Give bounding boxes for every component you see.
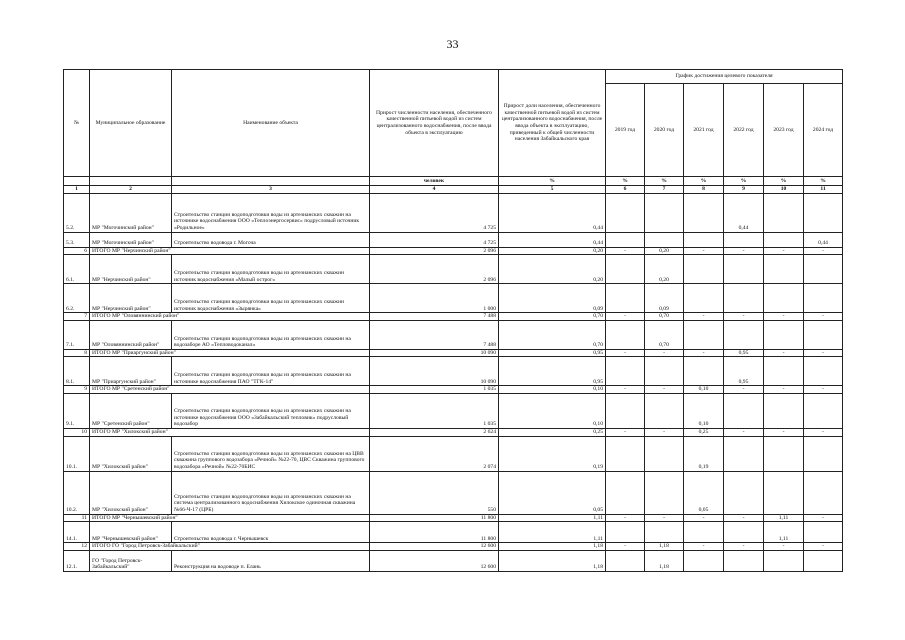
row-number: 5.2. <box>64 193 90 232</box>
share-growth-cell: 0,95 <box>499 357 606 386</box>
year-value-cell <box>804 193 843 232</box>
year-value-cell <box>804 471 843 514</box>
population-growth-cell: 2 096 <box>370 247 499 255</box>
year-value-cell <box>684 193 724 232</box>
share-growth-cell: 0,95 <box>499 349 606 357</box>
year-value-cell <box>724 471 764 514</box>
year-value-cell <box>606 320 645 349</box>
row-number: 10.2. <box>64 471 90 514</box>
year-value-cell <box>764 357 804 386</box>
year-value-cell <box>684 255 724 284</box>
share-growth-cell: 0,10 <box>499 393 606 428</box>
population-growth-cell: 11 800 <box>370 514 499 522</box>
total-row <box>64 543 843 551</box>
row-number: 9.1. <box>64 393 90 428</box>
unit-percent: % <box>606 177 645 186</box>
year-value-cell <box>684 232 724 247</box>
year-value-cell: - <box>645 386 684 394</box>
population-growth-cell: 12 600 <box>370 543 499 551</box>
municipality-cell: МР "Приаргунский район" <box>90 357 172 386</box>
municipality-cell: ГО "Город Петровск-Забайкальский" <box>90 550 172 571</box>
year-value-cell: - <box>606 514 645 522</box>
row-number: 8.1. <box>64 357 90 386</box>
row-number: 10.1. <box>64 436 90 471</box>
municipality-cell: МР "Хилокский район" <box>90 436 172 471</box>
year-value-cell <box>724 284 764 313</box>
year-value-cell: - <box>645 428 684 436</box>
year-value-cell <box>804 522 843 543</box>
population-growth-cell: 7 488 <box>370 320 499 349</box>
year-value-cell: - <box>804 247 843 255</box>
population-growth-cell: 7 488 <box>370 313 499 321</box>
year-value-cell <box>804 284 843 313</box>
year-value-cell: - <box>764 349 804 357</box>
year-value-cell <box>724 436 764 471</box>
column-number: 7 <box>645 186 684 194</box>
object-cell: Строительство водовода г. Чернышевск <box>172 522 370 543</box>
header-municipality: Муниципальное образование <box>90 70 172 177</box>
municipality-cell: МР "Оловяннинский район" <box>90 320 172 349</box>
year-value-cell: 1,11 <box>764 514 804 522</box>
year-value-cell: 0,10 <box>684 386 724 394</box>
object-cell: Строительство станции водоподготовки воды из артезианских скважин источник водоснабжения «Зырянка» <box>172 284 370 313</box>
total-label: ИТОГО МР "Хилокский район" <box>90 428 370 436</box>
municipality-cell: МР "Нерчинский район" <box>90 284 172 313</box>
year-value-cell <box>645 393 684 428</box>
column-number: 9 <box>724 186 764 194</box>
table-row <box>64 471 843 514</box>
population-growth-cell: 550 <box>370 471 499 514</box>
municipality-cell: МР "Нерчинский район" <box>90 255 172 284</box>
year-value-cell: - <box>645 349 684 357</box>
row-number: 5.3. <box>64 232 90 247</box>
total-row <box>64 428 843 436</box>
column-number: 4 <box>370 186 499 194</box>
population-growth-cell: 10 090 <box>370 357 499 386</box>
table-row <box>64 255 843 284</box>
population-growth-cell: 2 074 <box>370 436 499 471</box>
year-value-cell: 1,18 <box>645 543 684 551</box>
units-row <box>64 177 843 186</box>
unit-percent: % <box>684 177 724 186</box>
population-growth-cell: 4 725 <box>370 193 499 232</box>
row-number: 7 <box>64 313 90 321</box>
year-value-cell <box>764 471 804 514</box>
year-value-cell <box>606 436 645 471</box>
year-value-cell: - <box>606 313 645 321</box>
unit-percent: % <box>764 177 804 186</box>
year-value-cell <box>724 320 764 349</box>
year-value-cell: - <box>684 514 724 522</box>
year-value-cell <box>606 357 645 386</box>
row-number: 9 <box>64 386 90 394</box>
header-schedule: График достижения целевого показателя <box>606 70 843 84</box>
year-value-cell <box>606 471 645 514</box>
object-cell: Строительство станции водоподготовки воды из артезианских скважин на водозаборе АО «Тепловодоканал» <box>172 320 370 349</box>
header-year: 2022 год <box>724 84 764 177</box>
year-value-cell <box>764 550 804 571</box>
year-value-cell: - <box>804 386 843 394</box>
year-value-cell <box>606 255 645 284</box>
year-value-cell <box>684 320 724 349</box>
year-value-cell: - <box>724 543 764 551</box>
year-value-cell: - <box>764 386 804 394</box>
year-value-cell <box>764 255 804 284</box>
year-value-cell <box>684 284 724 313</box>
year-value-cell: - <box>684 349 724 357</box>
year-value-cell <box>684 522 724 543</box>
share-growth-cell: 1,18 <box>499 543 606 551</box>
year-value-cell: 0,70 <box>645 320 684 349</box>
column-number: 10 <box>764 186 804 194</box>
year-value-cell: 0,44 <box>724 193 764 232</box>
year-value-cell: - <box>804 514 843 522</box>
table-row <box>64 284 843 313</box>
year-value-cell <box>645 471 684 514</box>
unit-percent: % <box>499 177 606 186</box>
year-value-cell <box>764 320 804 349</box>
year-value-cell <box>606 284 645 313</box>
year-value-cell <box>764 393 804 428</box>
table-row <box>64 357 843 386</box>
row-number: 8 <box>64 349 90 357</box>
population-growth-cell: 4 725 <box>370 232 499 247</box>
total-row <box>64 514 843 522</box>
header-year: 2023 год <box>764 84 804 177</box>
year-value-cell: 0,44 <box>804 232 843 247</box>
share-growth-cell: 0,70 <box>499 313 606 321</box>
object-cell: Строительство станции водоподготовки воды из артезианских скважин на источнике водоснабжения ООО «Забайкальский тепловик» подрусловый водозабор <box>172 393 370 428</box>
population-growth-cell: 10 090 <box>370 349 499 357</box>
object-cell: Строительство станции водоподготовки воды из артезианских скважин на система централизованного водоснабжения Хилокское одиночная скважина №66-Ч-17 (ЦРБ) <box>172 471 370 514</box>
population-growth-cell: 1 035 <box>370 393 499 428</box>
total-row <box>64 313 843 321</box>
table-row <box>64 436 843 471</box>
year-value-cell: - <box>606 247 645 255</box>
year-value-cell: - <box>606 349 645 357</box>
year-value-cell: - <box>606 428 645 436</box>
header-year: 2021 год <box>684 84 724 177</box>
year-value-cell <box>764 232 804 247</box>
year-value-cell: - <box>804 313 843 321</box>
year-value-cell <box>804 255 843 284</box>
table-row <box>64 550 843 571</box>
municipality-cell: МР "Сретенский район" <box>90 393 172 428</box>
page-number: 33 <box>446 37 459 51</box>
row-number: 6.1. <box>64 255 90 284</box>
share-growth-cell: 0,20 <box>499 255 606 284</box>
year-value-cell: 0,70 <box>645 313 684 321</box>
year-value-cell <box>684 550 724 571</box>
year-value-cell <box>606 550 645 571</box>
year-value-cell <box>764 436 804 471</box>
municipality-cell: МР "Могочинский район" <box>90 232 172 247</box>
year-value-cell: - <box>606 543 645 551</box>
target-indicator-table <box>63 69 843 572</box>
municipality-cell: МР "Могочинский район" <box>90 193 172 232</box>
year-value-cell <box>606 193 645 232</box>
year-value-cell: - <box>764 247 804 255</box>
year-value-cell <box>645 232 684 247</box>
population-growth-cell: 11 800 <box>370 522 499 543</box>
unit-percent: % <box>804 177 843 186</box>
column-number: 8 <box>684 186 724 194</box>
year-value-cell: 0,95 <box>724 349 764 357</box>
year-value-cell <box>724 255 764 284</box>
column-number: 11 <box>804 186 843 194</box>
year-value-cell <box>724 522 764 543</box>
total-label: ИТОГО МР "Оловяннинский район" <box>90 313 370 321</box>
column-numbers-row <box>64 186 843 194</box>
year-value-cell: - <box>724 247 764 255</box>
year-value-cell: - <box>645 514 684 522</box>
share-growth-cell: 1,11 <box>499 514 606 522</box>
total-label: ИТОГО МР "Приаргунский район" <box>90 349 370 357</box>
share-growth-cell: 0,70 <box>499 320 606 349</box>
table-row <box>64 522 843 543</box>
column-number: 3 <box>172 186 370 194</box>
year-value-cell <box>645 193 684 232</box>
year-value-cell: - <box>764 428 804 436</box>
row-number: 10 <box>64 428 90 436</box>
year-value-cell: - <box>764 543 804 551</box>
total-row <box>64 349 843 357</box>
share-growth-cell: 0,20 <box>499 247 606 255</box>
municipality-cell: МР "Чернышевский район" <box>90 522 172 543</box>
unit-percent: % <box>645 177 684 186</box>
column-number: 6 <box>606 186 645 194</box>
share-growth-cell: 0,44 <box>499 193 606 232</box>
year-value-cell <box>645 522 684 543</box>
year-value-cell <box>606 232 645 247</box>
year-value-cell <box>724 232 764 247</box>
year-value-cell <box>645 436 684 471</box>
year-value-cell: 0,25 <box>684 428 724 436</box>
row-number: 11 <box>64 514 90 522</box>
municipality-cell: МР "Хилокский район" <box>90 471 172 514</box>
population-growth-cell: 2 096 <box>370 255 499 284</box>
table-row <box>64 193 843 232</box>
header-growth-count: Прирост численности населения, обеспеченного качественной питьевой водой из систем централизованного водоснабжения, после ввода объекта в эксплуатацию <box>370 70 499 177</box>
table-row <box>64 232 843 247</box>
year-value-cell <box>804 550 843 571</box>
header-year: 2024 год <box>804 84 843 177</box>
year-value-cell: 0,19 <box>684 436 724 471</box>
year-value-cell <box>764 284 804 313</box>
total-label: ИТОГО МР "Нерчинский район" <box>90 247 370 255</box>
header-object: Наименование объекта <box>172 70 370 177</box>
total-label: ИТОГО МР "Сретенский район" <box>90 386 370 394</box>
row-number: 7.1. <box>64 320 90 349</box>
year-value-cell: - <box>684 247 724 255</box>
year-value-cell <box>804 357 843 386</box>
share-growth-cell: 1,18 <box>499 550 606 571</box>
column-number: 1 <box>64 186 90 194</box>
column-number: 2 <box>90 186 172 194</box>
year-value-cell <box>606 522 645 543</box>
year-value-cell: 0,95 <box>724 357 764 386</box>
year-value-cell: 1,11 <box>764 522 804 543</box>
year-value-cell: - <box>724 386 764 394</box>
unit-percent: % <box>724 177 764 186</box>
year-value-cell: 0,09 <box>645 284 684 313</box>
row-number: 12 <box>64 543 90 551</box>
year-value-cell <box>804 320 843 349</box>
unit-count: человек <box>370 177 499 186</box>
share-growth-cell: 0,44 <box>499 232 606 247</box>
population-growth-cell: 1 000 <box>370 284 499 313</box>
row-number: 6.2. <box>64 284 90 313</box>
share-growth-cell: 0,25 <box>499 428 606 436</box>
total-label: ИТОГО ГО "Город Петровск-Забайкальский" <box>90 543 370 551</box>
object-cell: Строительство станции водоподготовки воды из артезианских скважин источник водоснабжения «Малый острог» <box>172 255 370 284</box>
year-value-cell: 0,20 <box>645 247 684 255</box>
year-value-cell: - <box>724 428 764 436</box>
row-number: 14.1. <box>64 522 90 543</box>
year-value-cell: - <box>724 313 764 321</box>
object-cell: Строительство станции водоподготовки воды из артезианских скважин на ЦВВ скважина группового водозабора «Речной» №22-70, ЦВС Скважина группового водозабора «Речной» №22-70БИС <box>172 436 370 471</box>
total-row <box>64 247 843 255</box>
year-value-cell: - <box>684 313 724 321</box>
year-value-cell <box>804 393 843 428</box>
year-value-cell: 1,18 <box>645 550 684 571</box>
row-number: 12.1. <box>64 550 90 571</box>
share-growth-cell: 1,11 <box>499 522 606 543</box>
year-value-cell <box>645 357 684 386</box>
total-row <box>64 386 843 394</box>
object-cell: Строительство станции водоподготовки воды из артезианских скважин на источнике водоснабжения ПАО "ТГК-14" <box>172 357 370 386</box>
table-row <box>64 320 843 349</box>
year-value-cell: - <box>606 386 645 394</box>
year-value-cell <box>724 550 764 571</box>
row-number: 6 <box>64 247 90 255</box>
year-value-cell: - <box>764 313 804 321</box>
year-value-cell: - <box>804 543 843 551</box>
year-value-cell: - <box>804 428 843 436</box>
column-number: 5 <box>499 186 606 194</box>
year-value-cell: - <box>804 349 843 357</box>
object-cell: Реконструкция на водоводе п. Елань <box>172 550 370 571</box>
object-cell: Строительство станции водоподготовки воды из артезианских скважин на источнике водоснабжения ООО «Теплоэнергосервис» подрусловый источник «Родильное» <box>172 193 370 232</box>
share-growth-cell: 0,09 <box>499 284 606 313</box>
population-growth-cell: 1 035 <box>370 386 499 394</box>
year-value-cell: - <box>724 514 764 522</box>
share-growth-cell: 0,05 <box>499 471 606 514</box>
object-cell: Строительство водовода г. Могоча <box>172 232 370 247</box>
year-value-cell <box>606 393 645 428</box>
year-value-cell: - <box>684 543 724 551</box>
header-growth-share: Прирост доли населения, обеспеченного качественной питьевой водой из систем централизованного водоснабжения, после ввода объекта в эксплуатацию, приведенный к общей численности населения Забайкальского края <box>499 70 606 177</box>
header-year: 2019 год <box>606 84 645 177</box>
population-growth-cell: 2 624 <box>370 428 499 436</box>
year-value-cell: 0,20 <box>645 255 684 284</box>
table-row <box>64 393 843 428</box>
year-value-cell <box>764 193 804 232</box>
year-value-cell <box>724 393 764 428</box>
header-no: № <box>64 70 90 177</box>
table-body <box>64 193 843 571</box>
share-growth-cell: 0,19 <box>499 436 606 471</box>
year-value-cell: 0,10 <box>684 393 724 428</box>
year-value-cell: 0,05 <box>684 471 724 514</box>
share-growth-cell: 0,10 <box>499 386 606 394</box>
year-value-cell <box>804 436 843 471</box>
total-label: ИТОГО МР "Чернышевский район" <box>90 514 370 522</box>
population-growth-cell: 12 600 <box>370 550 499 571</box>
header-year: 2020 год <box>645 84 684 177</box>
year-value-cell <box>684 357 724 386</box>
